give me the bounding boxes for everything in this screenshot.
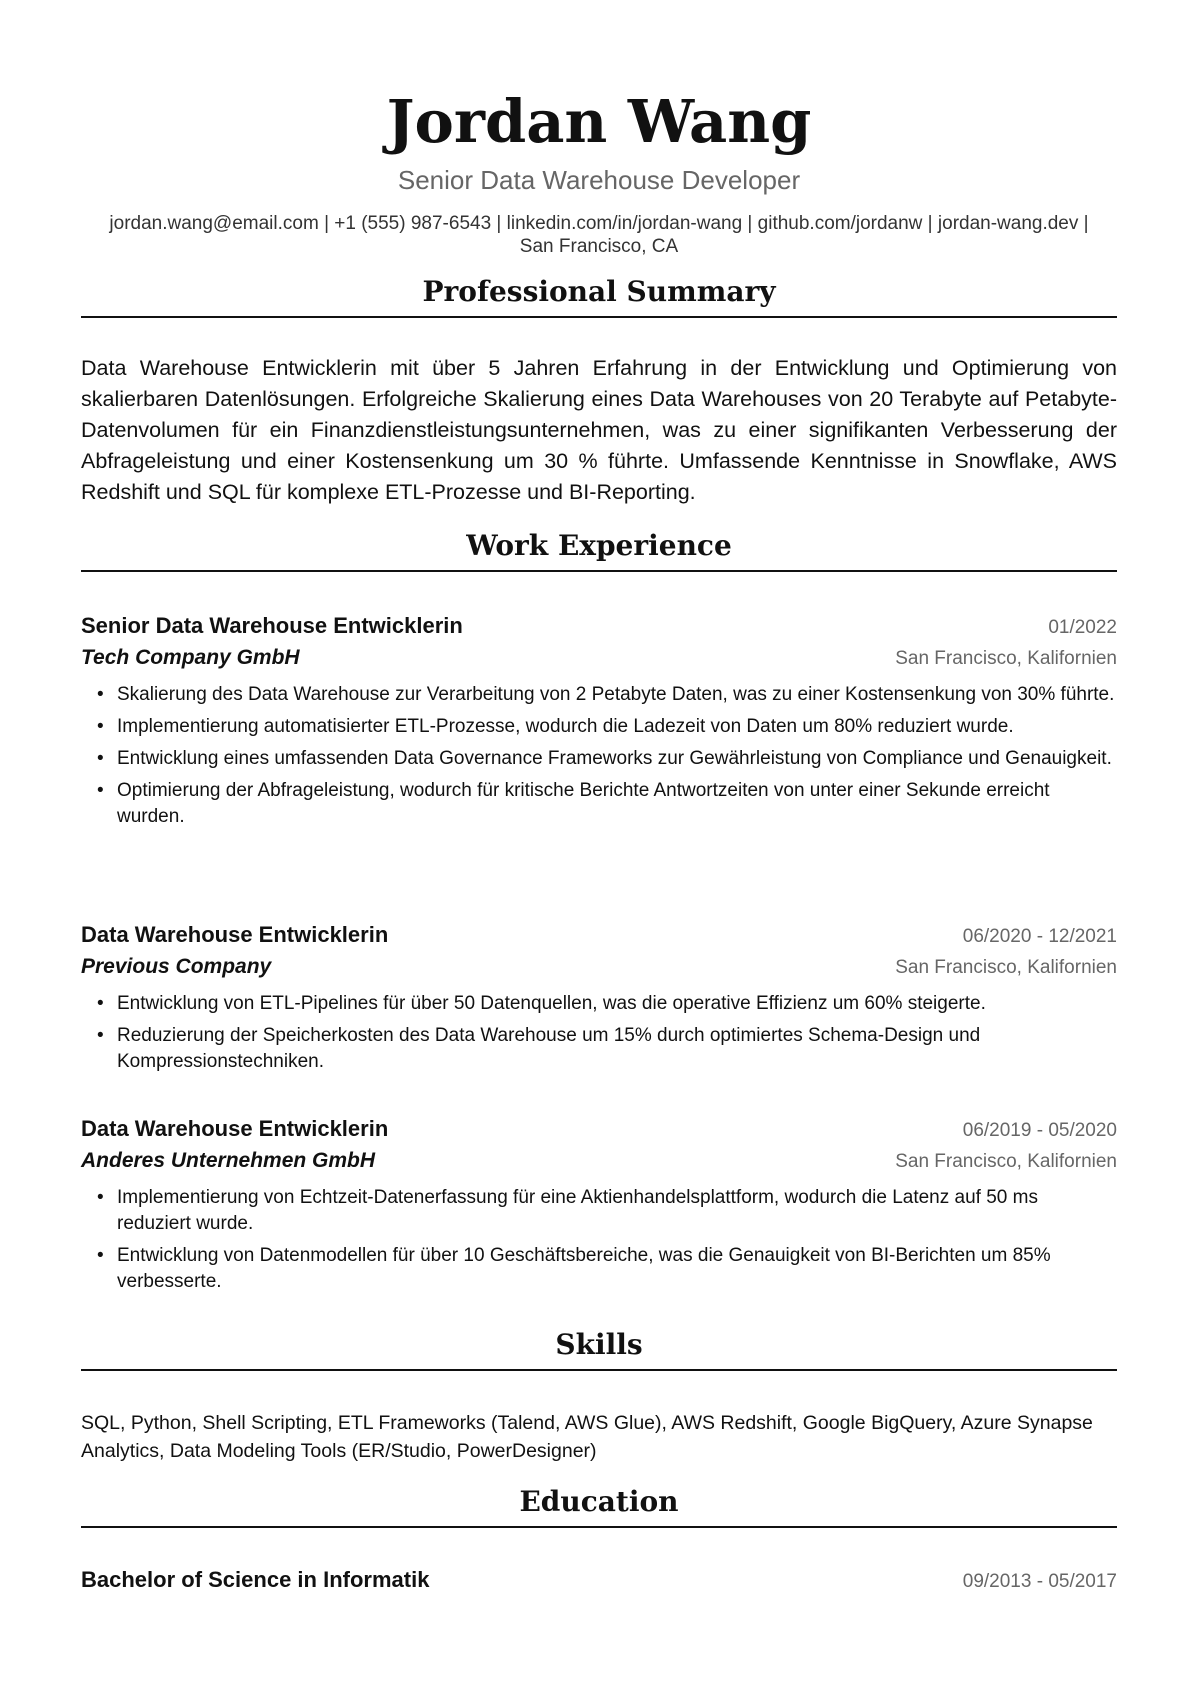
job-entry	[81, 611, 1117, 836]
job-company: Previous Company	[81, 955, 272, 978]
job-title: Data Warehouse Entwicklerin	[81, 922, 389, 947]
job-location: San Francisco, Kalifornien	[895, 957, 1117, 978]
candidate-headline: Senior Data Warehouse Developer	[397, 165, 801, 195]
job-company: Anderes Unternehmen GmbH	[81, 1149, 376, 1172]
education-date: 09/2013 - 05/2017	[962, 1571, 1117, 1592]
job-date: 06/2019 - 05/2020	[962, 1120, 1117, 1141]
job-title: Senior Data Warehouse Entwicklerin	[81, 613, 463, 638]
job-bullets	[81, 991, 1117, 1075]
job-location: San Francisco, Kalifornien	[895, 1151, 1117, 1172]
job-bullets	[81, 1185, 1117, 1295]
section-title-skills: Skills	[81, 1327, 1117, 1371]
candidate-name: Jordan Wang	[386, 87, 812, 156]
section-title-summary: Professional Summary	[81, 274, 1117, 318]
bullet-item: • Implementierung von Echtzeit-Datenerfassung für eine Aktienhandelsplattform, wodurch die Latenz auf 50 ms reduziert wurde.	[117, 1185, 1117, 1237]
bullet-item: • Entwicklung eines umfassenden Data Governance Frameworks zur Gewährleistung von Compliance und Genauigkeit.	[117, 746, 1117, 772]
job-title: Data Warehouse Entwicklerin	[81, 1116, 389, 1141]
bullet-item: • Entwicklung von Datenmodellen für über 10 Geschäftsbereiche, was die Genauigkeit von BI-Berichten um 85% verbesserte.	[117, 1243, 1117, 1295]
skills-text: SQL, Python, Shell Scripting, ETL Frameworks (Talend, AWS Glue), AWS Redshift, Google BigQuery, Azure Synapse Analytics, Data Modeling Tools (ER/Studio, PowerDesigner)	[81, 1412, 1093, 1462]
job-entry	[81, 920, 1117, 1081]
summary-text: Data Warehouse Entwicklerin mit über 5 Jahren Erfahrung in der Entwicklung und Optimierung von skalierbaren Datenlösungen. Erfolgreiche Skalierung eines Data Warehouses von 20 Terabyte auf Petabyte-Datenvolumen für ein Finanzdienstleistungsunternehmen, was zu einer signifikanten Verbesserung der Abfrageleistung und einer Kostensenkung um 30 % führte. Umfassende Kenntnisse in Snowflake, AWS Redshift und SQL für komplexe ETL-Prozesse und BI-Reporting.	[81, 356, 1117, 504]
bullet-item: • Entwicklung von ETL-Pipelines für über 50 Datenquellen, was die operative Effizienz um 60% steigerte.	[117, 991, 1117, 1017]
section-title-education: Education	[81, 1484, 1117, 1528]
contact-line-2: San Francisco, CA	[519, 236, 679, 257]
contact-info	[81, 212, 1117, 258]
job-entry	[81, 1114, 1117, 1301]
job-bullets	[81, 682, 1117, 830]
bullet-item: • Reduzierung der Speicherkosten des Data Warehouse um 15% durch optimiertes Schema-Design und Kompressionstechniken.	[117, 1023, 1117, 1075]
bullet-item: • Optimierung der Abfrageleistung, wodurch für kritische Berichte Antwortzeiten von unter einer Sekunde erreicht wurden.	[117, 778, 1117, 830]
job-date: 06/2020 - 12/2021	[962, 926, 1117, 947]
section-title-experience: Work Experience	[81, 528, 1117, 572]
bullet-item: • Implementierung automatisierter ETL-Prozesse, wodurch die Ladezeit von Daten um 80% reduziert wurde.	[117, 714, 1117, 740]
education-degree: Bachelor of Science in Informatik	[81, 1567, 430, 1592]
bullet-item: • Skalierung des Data Warehouse zur Verarbeitung von 2 Petabyte Daten, was zu einer Kostensenkung von 30% führte.	[117, 682, 1117, 708]
education-entry	[81, 1565, 1117, 1597]
job-date: 01/2022	[1048, 617, 1117, 638]
contact-line-1: jordan.wang@email.com | +1 (555) 987-6543 | linkedin.com/in/jordan-wang | github.com/jordanw | jordan-wang.dev |	[109, 213, 1089, 234]
job-company: Tech Company GmbH	[81, 646, 300, 669]
job-location: San Francisco, Kalifornien	[895, 648, 1117, 669]
